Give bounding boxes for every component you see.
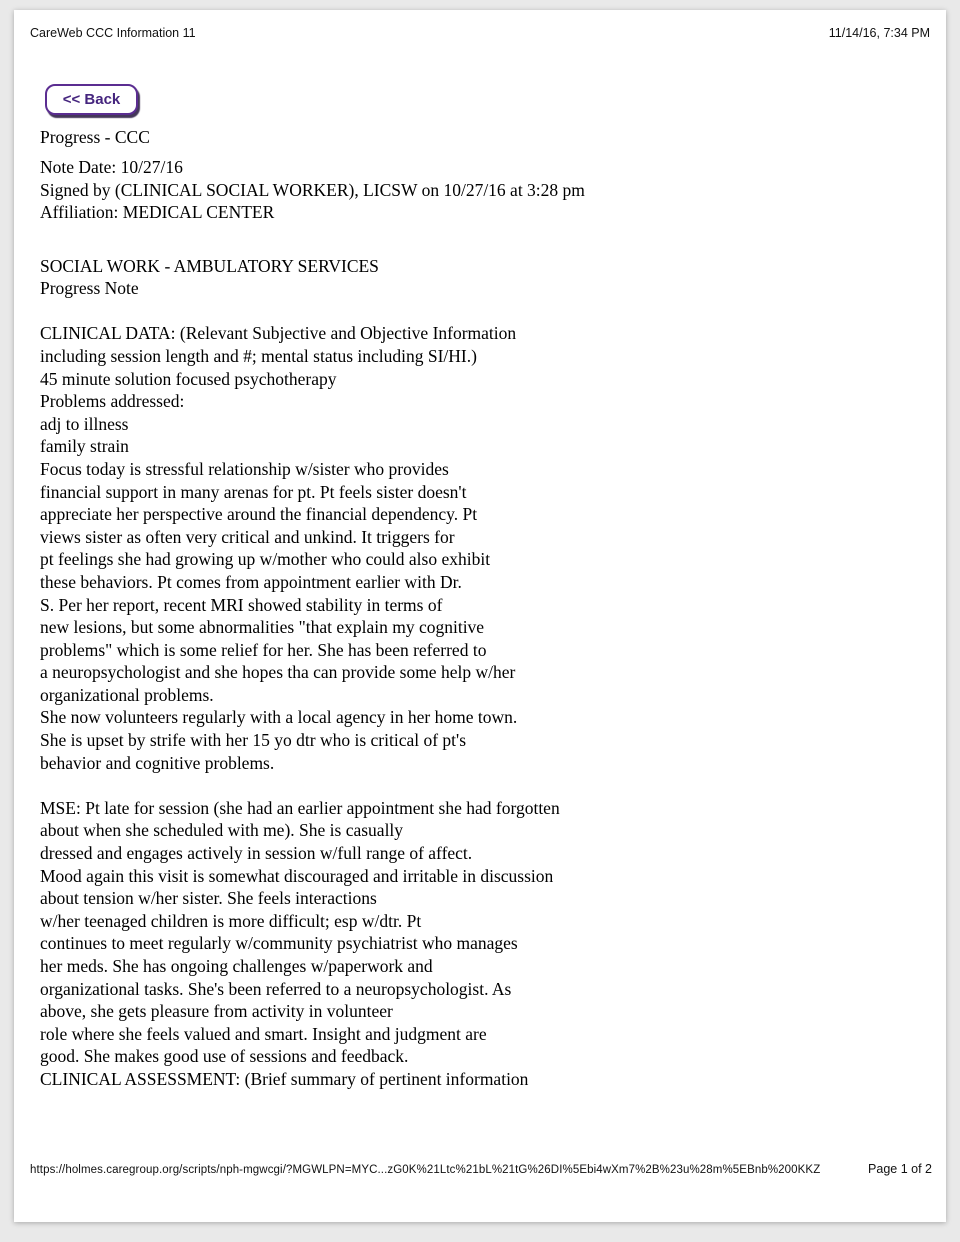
note-line: Focus today is stressful relationship w/sister who provides [40,458,449,479]
note-line: above, she gets pleasure from activity in volunteer [40,1001,393,1022]
note-line: MSE: Pt late for session (she had an earlier appointment she had forgotten [40,797,560,818]
note-line: views sister as often very critical and unkind. It triggers for [40,526,455,547]
note-line: these behaviors. Pt comes from appointment earlier with Dr. [40,571,462,592]
note-line: about tension w/her sister. She feels interactions [40,888,377,909]
print-header [30,26,930,40]
note-line: Affiliation: MEDICAL CENTER [40,202,275,223]
note-line: adj to illness [40,413,129,434]
note-line: pt feelings she had growing up w/mother who could also exhibit [40,549,491,570]
note-line: w/her teenaged children is more difficult; esp w/dtr. Pt [40,910,422,931]
note-line: organizational tasks. She's been referred to a neuropsychologist. As [40,978,512,999]
note-line: problems" which is some relief for her. She has been referred to [40,639,487,660]
note-line: 45 minute solution focused psychotherapy [40,368,337,389]
note-line: financial support in many arenas for pt. Pt feels sister doesn't [40,481,467,502]
note-line: S. Per her report, recent MRI showed stability in terms of [40,594,443,615]
note-line: Note Date: 10/27/16 [40,157,183,177]
note-line: family strain [40,436,129,457]
note-line: including session length and #; mental status including SI/HI.) [40,345,477,366]
back-button[interactable]: << Back [45,84,138,115]
note-line: organizational problems. [40,684,214,705]
note-line: CLINICAL DATA: (Relevant Subjective and Objective Information [40,323,517,344]
printed-page [14,10,946,1222]
note-line: SOCIAL WORK - AMBULATORY SERVICES [40,255,379,276]
note-line: role where she feels valued and smart. Insight and judgment are [40,1023,487,1044]
note-line: She is upset by strife with her 15 yo dtr who is critical of pt's [40,730,467,751]
note-line: her meds. She has ongoing challenges w/paperwork and [40,956,433,976]
print-footer [30,1162,932,1176]
note-line: dressed and engages actively in session w/full range of affect. [40,843,473,864]
note-line: good. She makes good use of sessions and feedback. [40,1046,409,1067]
print-footer-url: https://holmes.caregroup.org/scripts/nph-mgwcgi/?MGWLPN=MYC...zG0K%21Ltc%21bL%21tG%26DI%5Ebi4wXm7%2B%23u%28m%5EBnb%200KKZ [30,1164,821,1176]
print-header-title: CareWeb CCC Information 11 [30,26,196,40]
note-line: She now volunteers regularly with a local agency in her home town. [40,707,518,728]
print-header-datetime: 11/14/16, 7:34 PM [828,26,930,40]
note-line: continues to meet regularly w/community psychiatrist who manages [40,933,518,954]
note-line: Problems addressed: [40,391,185,412]
note-meta [40,156,585,224]
print-footer-page: Page 1 of 2 [868,1162,932,1176]
note-line: appreciate her perspective around the financial dependency. Pt [40,504,478,525]
note-line: CLINICAL ASSESSMENT: (Brief summary of pertinent information [40,1068,529,1089]
note-line: Progress Note [40,278,139,299]
note-line [40,774,560,797]
note-line [40,300,560,323]
note-line: Mood again this visit is somewhat discouraged and irritable in discussion [40,865,554,886]
note-body [40,232,560,1091]
note-line: Signed by (CLINICAL SOCIAL WORKER), LICSW on 10/27/16 at 3:28 pm [40,179,585,200]
note-line [40,232,560,255]
note-line: about when she scheduled with me). She is casually [40,820,404,841]
note-line: new lesions, but some abnormalities "that explain my cognitive [40,617,485,638]
note-title: Progress - CCC [40,127,150,147]
note-line: behavior and cognitive problems. [40,752,275,773]
note-line: a neuropsychologist and she hopes tha can provide some help w/her [40,662,516,683]
